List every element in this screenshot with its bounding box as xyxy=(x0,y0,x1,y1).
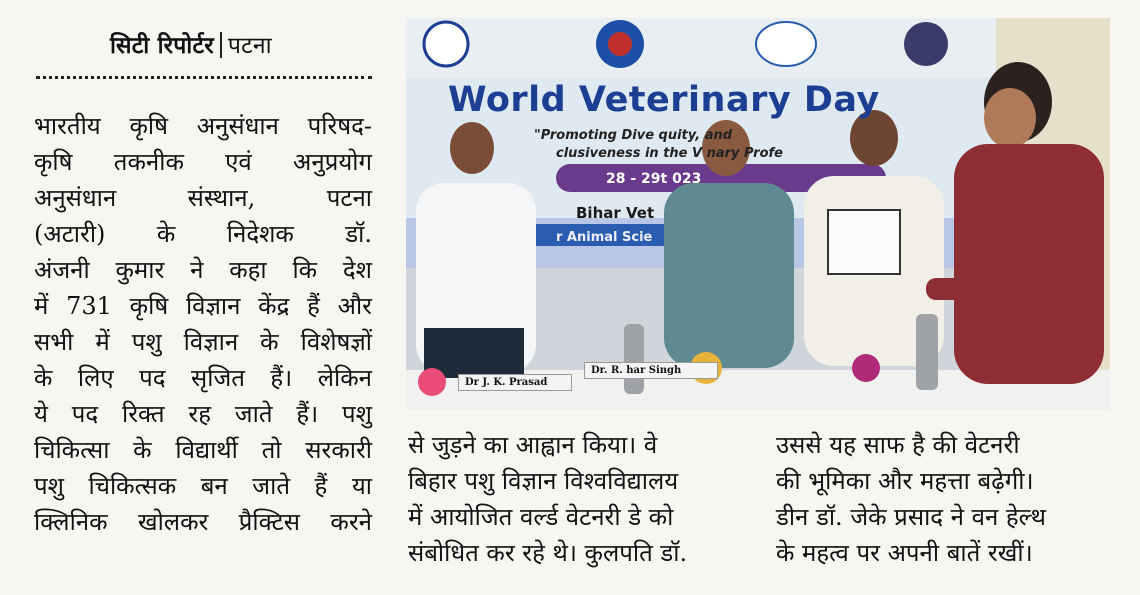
text-line: चिकित्सा के विद्यार्थी तो सरकारी xyxy=(34,436,372,464)
text-line: सभी में पशु विज्ञान के विशेषज्ञों xyxy=(34,328,372,356)
nameplate: Dr J. K. Prasad xyxy=(458,374,572,391)
text-line: के लिए पद सृजित हैं। लेकिन xyxy=(34,364,372,392)
article-column-3 xyxy=(776,427,1112,571)
dateline-city: पटना xyxy=(227,33,272,59)
banner-subtitle-line-2: clusiveness in the V nary Profe xyxy=(556,146,783,161)
photo-scene xyxy=(406,18,1110,410)
text-line: संबोधित कर रहे थे। कुलपति डॉ. xyxy=(408,539,688,567)
banner-university: Bihar Vet xyxy=(576,204,655,222)
text-line: बिहार पशु विज्ञान विश्वविद्यालय xyxy=(408,467,679,495)
banner-date: 28 - 29t 023 xyxy=(606,171,702,187)
article-column-2 xyxy=(408,427,748,571)
text-line: कृषि तकनीक एवं अनुप्रयोग xyxy=(34,148,372,176)
byline-divider xyxy=(220,32,222,58)
banner-science: r Animal Scie xyxy=(556,230,653,245)
text-line: की भूमिका और महत्ता बढ़ेगी। xyxy=(776,467,1034,495)
text-line: पशु चिकित्सक बन जाते हैं या xyxy=(34,472,372,500)
text-line: (अटारी) के निदेशक डॉ. xyxy=(34,220,372,248)
banner-subtitle-line-1: "Promoting Dive quity, and xyxy=(534,128,733,143)
text-line: में आयोजित वर्ल्ड वेटनरी डे को xyxy=(408,503,674,531)
text-line: डीन डॉ. जेके प्रसाद ने वन हेल्थ xyxy=(776,503,1046,531)
nameplate: Dr. R. har Singh xyxy=(584,362,718,379)
text-line: क्लिनिक खोलकर प्रैक्टिस करने xyxy=(34,508,372,536)
text-line: भारतीय कृषि अनुसंधान परिषद- xyxy=(34,112,372,140)
event-photo xyxy=(406,18,1110,410)
text-line: में 731 कृषि विज्ञान केंद्र हैं और xyxy=(34,292,372,320)
text-line: के महत्व पर अपनी बातें रखीं। xyxy=(776,539,1033,567)
banner-title: World Veterinary Day xyxy=(448,80,880,120)
text-line: अनुसंधान संस्थान, पटना xyxy=(34,184,372,212)
article-column-1 xyxy=(34,108,372,540)
reporter-label: सिटी रिपोर्टर xyxy=(110,33,214,59)
text-line: से जुड़ने का आह्वान किया। वे xyxy=(408,431,658,459)
dotted-divider xyxy=(36,76,372,79)
byline xyxy=(110,28,272,60)
text-line: उससे यह साफ है की वेटनरी xyxy=(776,431,1020,459)
text-line: अंजनी कुमार ने कहा कि देश xyxy=(34,256,372,284)
text-line: ये पद रिक्त रह जाते हैं। पशु xyxy=(34,400,372,428)
